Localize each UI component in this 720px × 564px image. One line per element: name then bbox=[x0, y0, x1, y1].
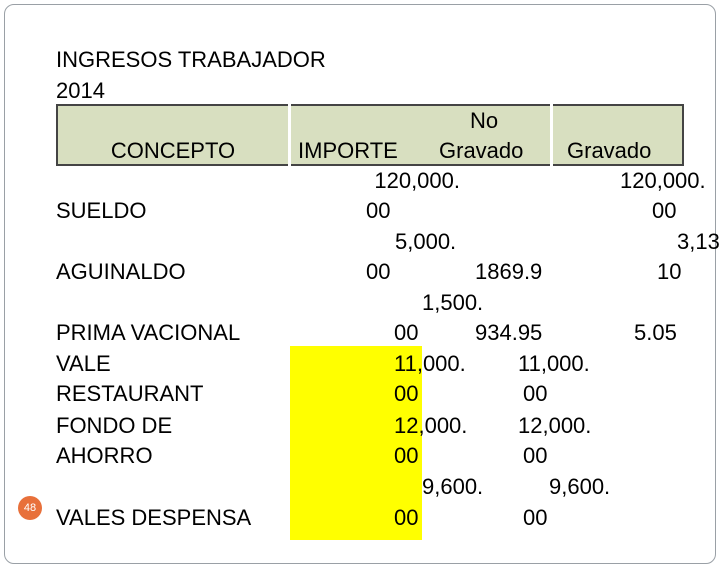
cell-no-gravado: 00 bbox=[523, 505, 548, 530]
title-line-2: 2014 bbox=[56, 78, 105, 103]
row-concept: RESTAURANT bbox=[56, 381, 204, 406]
cell-gravado: 120,000. bbox=[620, 168, 706, 193]
header-importe: IMPORTE bbox=[298, 138, 398, 163]
header-divider bbox=[288, 104, 291, 166]
row-concept: VALES DESPENSA bbox=[56, 505, 252, 530]
cell-no-gravado: 934.95 bbox=[475, 320, 543, 345]
cell-no-gravado: 9,600. bbox=[549, 474, 611, 499]
header-no-gravado-line1: No bbox=[470, 108, 499, 133]
row-concept: FONDO DE bbox=[56, 413, 173, 438]
row-concept: AGUINALDO bbox=[56, 259, 186, 284]
header-concepto: CONCEPTO bbox=[110, 138, 236, 163]
cell-importe: 00 bbox=[394, 505, 419, 530]
cell-no-gravado: 00 bbox=[523, 443, 548, 468]
title-line-1: INGRESOS TRABAJADOR bbox=[56, 47, 326, 72]
row-concept: AHORRO bbox=[56, 443, 153, 468]
header-no-gravado-line2: Gravado bbox=[439, 138, 524, 163]
cell-gravado: 10 bbox=[657, 259, 682, 284]
cell-importe: 120,000. bbox=[374, 168, 460, 193]
row-concept: VALE bbox=[56, 351, 111, 376]
cell-gravado: 3,13 bbox=[677, 229, 720, 254]
cell-gravado: 00 bbox=[652, 198, 677, 223]
cell-importe: 11,000. bbox=[394, 351, 466, 376]
cell-importe: 00 bbox=[366, 259, 391, 284]
cell-importe: 00 bbox=[394, 381, 419, 406]
cell-no-gravado: 11,000. bbox=[518, 351, 590, 376]
cell-importe: 00 bbox=[394, 320, 419, 345]
page-title bbox=[56, 44, 326, 106]
cell-no-gravado: 00 bbox=[523, 381, 548, 406]
cell-importe: 12,000. bbox=[394, 413, 468, 438]
header-gravado: Gravado bbox=[567, 138, 652, 163]
cell-no-gravado: 12,000. bbox=[518, 413, 592, 438]
header-divider bbox=[550, 104, 553, 166]
cell-importe: 5,000. bbox=[395, 229, 457, 254]
cell-no-gravado: 1869.9 bbox=[475, 259, 543, 284]
slide-number-badge: 48 bbox=[18, 496, 42, 520]
cell-importe: 00 bbox=[366, 198, 391, 223]
cell-importe: 00 bbox=[394, 443, 419, 468]
row-concept: SUELDO bbox=[56, 198, 147, 223]
cell-importe: 9,600. bbox=[422, 474, 484, 499]
row-concept: PRIMA VACIONAL bbox=[56, 320, 241, 345]
cell-importe: 1,500. bbox=[422, 290, 484, 315]
cell-gravado: 5.05 bbox=[634, 320, 677, 345]
